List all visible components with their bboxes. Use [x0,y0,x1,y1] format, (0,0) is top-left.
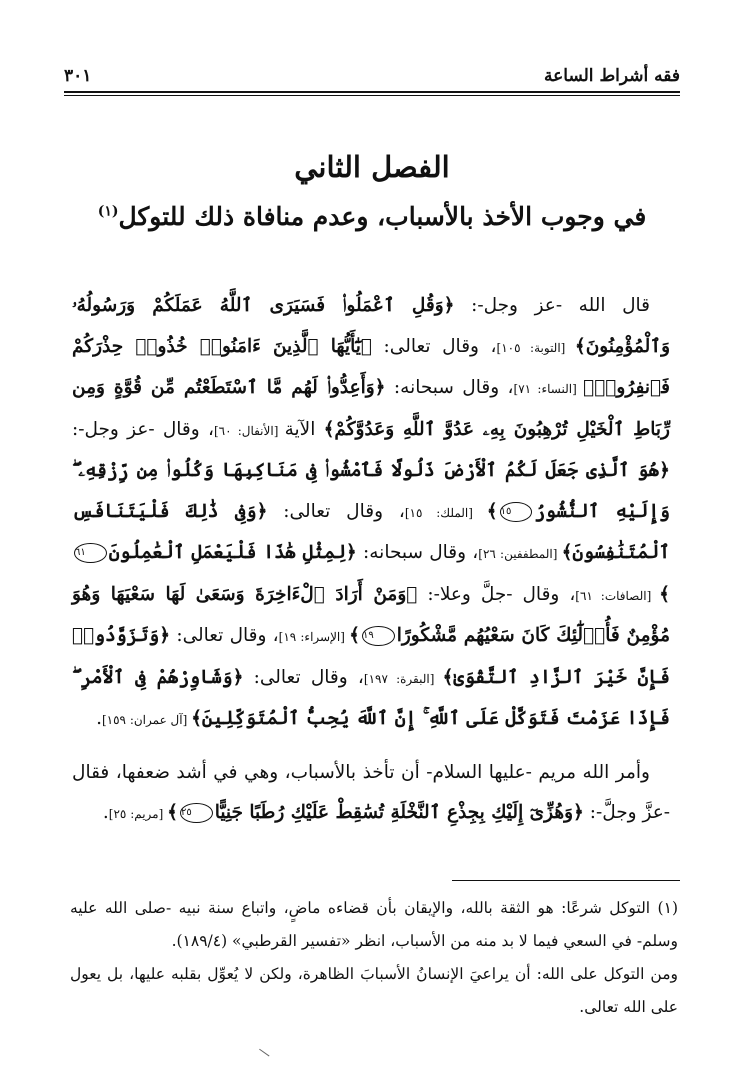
footnote-separator [452,880,680,881]
quran-verse: ﴿وَشَاوِرْهُمْ فِى ٱلْأَمْرِ ۖ فَإِذَا عَزَمْتَ فَتَوَكَّلْ عَلَى ٱللَّهِ ۚ إِنَّ ٱللَّهَ يُحِبُّ ٱلْمُتَوَكِّلِينَ﴾ [72,666,670,729]
verse-reference: [الصافات: ٦١] [575,588,660,603]
verse-reference: [النساء: ٧١] [513,382,584,396]
quran-verse: ﴿هُوَ ٱلَّذِى جَعَلَ لَكُمُ ٱلْأَرْضَ ذَلُولًا فَٱمْشُوا۟ فِى مَنَاكِبِهَا وَكُلُوا۟ مِن رِّزْقِهِۦ ۖ وَإِلَيْهِ ٱلنُّشُورُ [72,460,670,522]
running-head [64,58,680,86]
ayah-number-marker: ١٩ [362,626,395,646]
verse-reference: [المطففين: ٢٦] [478,547,562,561]
ayah-number-marker: ٢٥ [180,803,213,823]
text: . [102,802,109,823]
quran-bracket: ﴾ [486,500,498,522]
quran-verse: ﴿وَقُلِ ٱعْمَلُوا۟ فَسَيَرَى ٱللَّهُ عَمَلَكُمْ وَرَسُولُهُۥ وَٱلْمُؤْمِنُونَ﴾ [72,295,670,357]
text: ، وقال -جلَّ وعلا-: [417,583,576,605]
ayah-number-marker: ١٥ [500,502,533,522]
text: ، وقال -عز وجل-: [72,418,214,440]
main-text [72,286,670,835]
footnote-1-continued: ومن التوكل على الله: أن يراعيَ الإنسانُ الأسبابَ الظاهرة، ولكن لا يُعوِّل بقلبه عليها، بل يعول على الله تعالى. [70,965,678,1016]
quran-verse: ﴿وَتَزَوَّدُوا۟ فَإِنَّ خَيْرَ ٱلزَّادِ ٱلتَّقْوَىٰ﴾ [72,625,670,688]
verse-reference: [البقرة: ١٩٧] [363,671,443,686]
page-number: ٣٠١ [64,66,92,86]
quran-verse: ﴿وَفِى ذَٰلِكَ فَلْيَتَنَافَسِ ٱلْمُتَنَٰفِسُونَ﴾ [72,500,670,563]
verse-reference: [التوبة: ١٠٥] [496,340,575,355]
text: وأمر الله مريم -عليها السلام- أن تأخذ بالأسباب، وهي في أشد ضعفها، فقال -عزَّ وجلَّ-: [72,761,670,823]
footnotes [70,892,678,1024]
chapter-subtitle [64,202,680,231]
quran-bracket: ﴾ [659,583,670,605]
verse-reference: [آل عمران: ١٥٩] [101,713,192,727]
quran-verse: ﴿لِمِثْلِ هَٰذَا فَلْيَعْمَلِ ٱلْعَٰمِلُونَ [108,542,357,563]
quran-bracket: ﴾ [167,802,178,823]
footnote-marker[interactable]: (١) [97,203,119,220]
quran-verse: ﴿وَهُزِّىٓ إِلَيْكِ بِجِذْعِ ٱلنَّخْلَةِ تُسَٰقِطْ عَلَيْكِ رُطَبًا جَنِيًّا [214,802,584,823]
text: ، وقال تعالى: [170,625,279,646]
quran-verse: ﴿وَمَنْ أَرَادَ ٱلْءَاخِرَةَ وَسَعَىٰ لَهَا سَعْيَهَا وَهُوَ مُؤْمِنٌ فَأُو۟لَٰٓئِكَ كَانَ سَعْيُهُم مَّشْكُورًا [72,583,671,646]
text: ، وقال سبحانه: [356,542,479,563]
text: ، وقال سبحانه: [385,377,514,398]
quran-verse: ﴿وَأَعِدُّوا۟ لَهُم مَّا ٱسْتَطَعْتُم مِّن قُوَّةٍ وَمِن رِّبَاطِ ٱلْخَيْلِ تُرْهِبُونَ بِهِۦ عَدُوَّ ٱللَّهِ وَعَدُوَّكُمْ﴾ [72,377,670,440]
text: الآية [284,418,324,440]
paragraph-2 [72,753,670,835]
chapter-subtitle-text: في وجوب الأخذ بالأسباب، وعدم منافاة ذلك للتوكل [118,202,647,231]
quran-verse: ﴿يَٰٓأَيُّهَا ٱلَّذِينَ ءَامَنُوا۟ خُذُوا۟ حِذْرَكُمْ فَٱنفِرُوا۟﴾ [72,335,670,398]
verse-reference: [الأنفال: ٦٠] [213,423,285,438]
verse-reference: [الإسراء: ١٩] [278,630,350,644]
running-title: فقه أشراط الساعة [544,66,680,86]
verse-reference: [مريم: ٢٥] [108,807,168,821]
scan-mark [259,1049,270,1058]
paragraph-1 [72,286,670,741]
footnote-1: (١) التوكل شرعًا: هو الثقة بالله، والإيقان بأن قضاءه ماضٍ، واتباع سنة نبيه -صلى الله عليه وسلم- في السعي فيما لا بد منه من الأسباب، انظر «تفسير القرطبي» (١٨٩/٤). [70,899,678,950]
text: ، وقال تعالى: [243,666,364,688]
text: قال الله -عز وجل-: [454,295,651,316]
ayah-number-marker: ٦١ [74,543,107,563]
verse-reference: [الملك: ١٥] [404,505,487,520]
header-rule-thick [64,91,680,93]
text: ، وقال تعالى: [267,500,405,522]
chapter-title: الفصل الثاني [294,150,450,184]
header-rule-thin [64,95,680,96]
text: . [96,708,102,729]
text: ، وقال تعالى: [371,335,497,357]
quran-bracket: ﴾ [349,625,360,646]
